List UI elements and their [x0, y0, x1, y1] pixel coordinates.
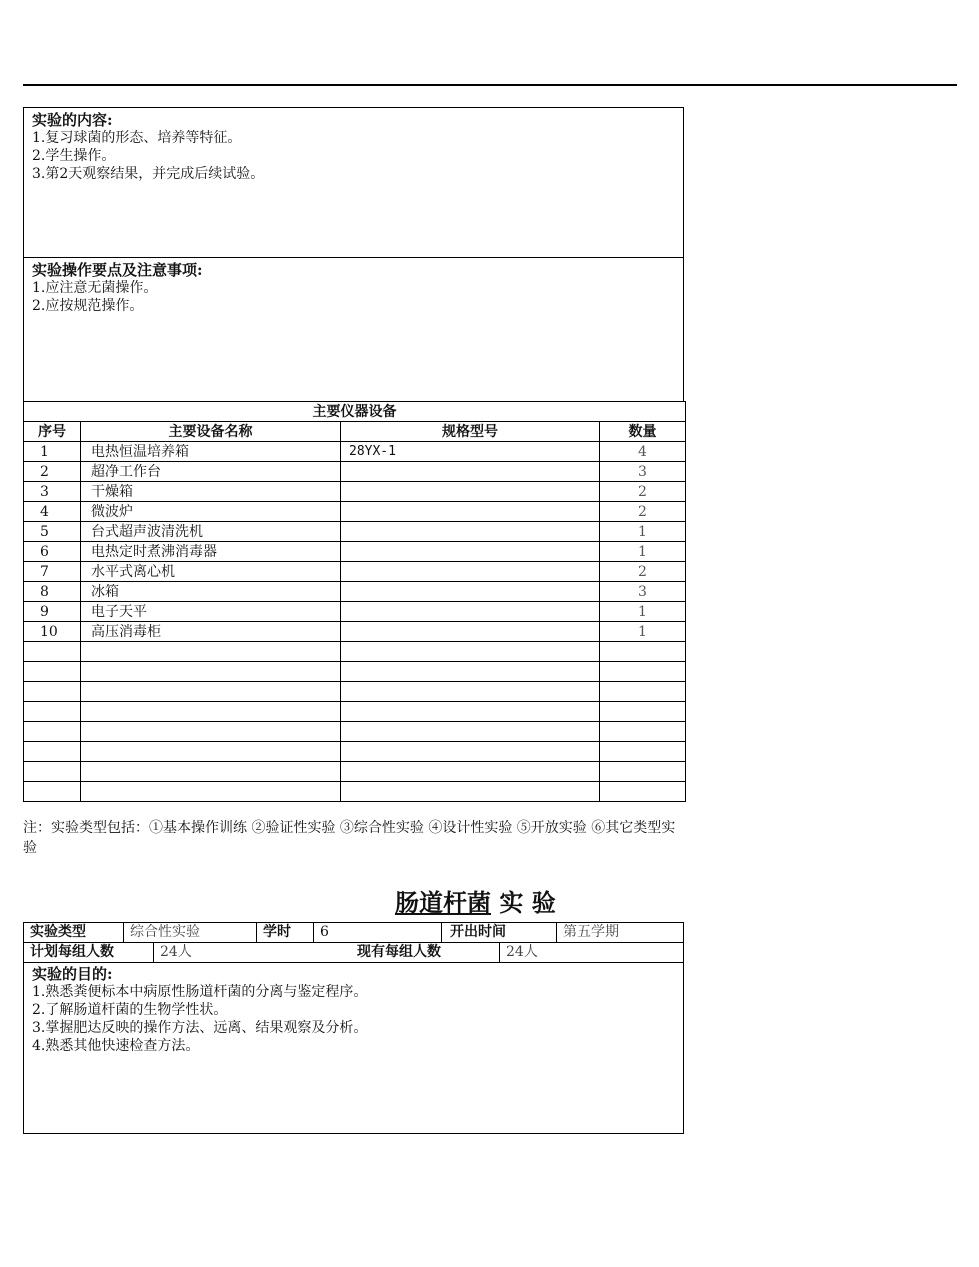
row-name: 干燥箱 [81, 482, 341, 502]
row-spec [341, 502, 600, 522]
equipment-row [24, 782, 686, 802]
row-qty: 2 [600, 482, 686, 502]
row-spec [341, 742, 600, 762]
row-qty [600, 682, 686, 702]
row-no: 3 [24, 482, 81, 502]
row-qty: 3 [600, 582, 686, 602]
row-no [24, 762, 81, 782]
equipment-row [24, 722, 686, 742]
equipment-row [24, 622, 686, 642]
type-value: 综合性实验 [123, 923, 256, 942]
row-qty: 1 [600, 622, 686, 642]
row-qty: 3 [600, 462, 686, 482]
row-name: 电子天平 [81, 602, 341, 622]
header-no: 序号 [24, 422, 81, 442]
equipment-row [24, 482, 686, 502]
row-qty [600, 722, 686, 742]
equipment-row [24, 542, 686, 562]
row-spec [341, 542, 600, 562]
row-no: 6 [24, 542, 81, 562]
row-spec [341, 482, 600, 502]
row-spec [341, 782, 600, 802]
row-qty [600, 742, 686, 762]
row-name [81, 782, 341, 802]
content-line: 1.复习球菌的形态、培养等特征。 [32, 130, 242, 146]
row-no [24, 782, 81, 802]
equipment-row [24, 742, 686, 762]
experiment-title-suffix: 实 验 [491, 888, 556, 917]
offer-value: 第五学期 [556, 923, 685, 942]
content-section [23, 107, 684, 258]
equipment-row [24, 582, 686, 602]
row-spec [341, 702, 600, 722]
row-name: 台式超声波清洗机 [81, 522, 341, 542]
row-spec [341, 762, 600, 782]
equipment-row [24, 642, 686, 662]
offer-label: 开出时间 [441, 923, 556, 942]
purpose-line: 4.熟悉其他快速检查方法。 [32, 1038, 200, 1054]
row-qty: 4 [600, 442, 686, 462]
equipment-row [24, 562, 686, 582]
notes-title: 实验操作要点及注意事项: [32, 261, 203, 279]
row-qty: 1 [600, 542, 686, 562]
equipment-row [24, 462, 686, 482]
hours-value: 6 [313, 923, 441, 942]
row-qty [600, 662, 686, 682]
row-spec [341, 722, 600, 742]
row-name: 微波炉 [81, 502, 341, 522]
row-spec [341, 662, 600, 682]
row-spec [341, 582, 600, 602]
current-label: 现有每组人数 [357, 944, 441, 960]
row-name [81, 762, 341, 782]
info-row-group [24, 943, 683, 963]
row-name: 冰箱 [81, 582, 341, 602]
row-no [24, 682, 81, 702]
purpose-section [24, 963, 683, 1133]
row-spec [341, 642, 600, 662]
experiment-title-name: 肠道杆菌 [395, 888, 491, 917]
row-no [24, 722, 81, 742]
row-no: 9 [24, 602, 81, 622]
row-name: 电热恒温培养箱 [81, 442, 341, 462]
row-qty: 1 [600, 522, 686, 542]
equipment-row [24, 702, 686, 722]
row-spec [341, 522, 600, 542]
hours-label: 学时 [256, 923, 313, 942]
row-no [24, 742, 81, 762]
row-name [81, 702, 341, 722]
row-qty [600, 702, 686, 722]
purpose-line: 3.掌握肥达反映的操作方法、远离、结果观察及分析。 [32, 1020, 368, 1036]
row-spec: 28YX-1 [341, 442, 600, 462]
row-no [24, 702, 81, 722]
notes-line: 2.应按规范操作。 [32, 298, 144, 314]
info-row-type [24, 923, 683, 943]
row-qty: 2 [600, 562, 686, 582]
row-name [81, 642, 341, 662]
row-no: 1 [24, 442, 81, 462]
equipment-caption: 主要仪器设备 [24, 402, 686, 422]
content-line: 2.学生操作。 [32, 148, 116, 164]
footnote: 注：实验类型包括：①基本操作训练 ②验证性实验 ③综合性实验 ④设计性实验 ⑤开放实验 ⑥其它类型实验 [23, 820, 676, 856]
row-qty [600, 642, 686, 662]
purpose-line: 2.了解肠道杆菌的生物学性状。 [32, 1002, 228, 1018]
equipment-row [24, 502, 686, 522]
header-spec: 规格型号 [341, 422, 600, 442]
equipment-row [24, 762, 686, 782]
experiment-title [395, 888, 556, 918]
experiment-info [23, 922, 684, 1134]
row-name: 电热定时煮沸消毒器 [81, 542, 341, 562]
row-no: 7 [24, 562, 81, 582]
equipment-row [24, 442, 686, 462]
row-name [81, 742, 341, 762]
row-name: 水平式离心机 [81, 562, 341, 582]
header-name: 主要设备名称 [81, 422, 341, 442]
row-qty: 2 [600, 502, 686, 522]
notes-section [23, 257, 684, 402]
equipment-row [24, 522, 686, 542]
row-no [24, 662, 81, 682]
purpose-line: 1.熟悉粪便标本中病原性肠道杆菌的分离与鉴定程序。 [32, 984, 368, 1000]
equipment-row [24, 602, 686, 622]
header-rule [23, 84, 957, 86]
equipment-row [24, 682, 686, 702]
row-spec [341, 682, 600, 702]
row-spec [341, 622, 600, 642]
current-value: 24人 [499, 943, 685, 962]
equipment-table [23, 401, 686, 802]
row-no: 2 [24, 462, 81, 482]
row-qty [600, 782, 686, 802]
row-spec [341, 562, 600, 582]
row-name [81, 722, 341, 742]
row-no: 5 [24, 522, 81, 542]
row-name [81, 682, 341, 702]
header-qty: 数量 [600, 422, 686, 442]
content-line: 3.第2天观察结果，并完成后续试验。 [32, 166, 265, 182]
row-no: 4 [24, 502, 81, 522]
notes-line: 1.应注意无菌操作。 [32, 280, 158, 296]
row-qty: 1 [600, 602, 686, 622]
row-spec [341, 602, 600, 622]
row-name: 超净工作台 [81, 462, 341, 482]
row-spec [341, 462, 600, 482]
type-label: 实验类型 [30, 924, 86, 940]
plan-value: 24人 [153, 943, 499, 962]
row-name [81, 662, 341, 682]
plan-label: 计划每组人数 [30, 944, 114, 960]
row-name: 高压消毒柜 [81, 622, 341, 642]
row-no: 8 [24, 582, 81, 602]
row-no [24, 642, 81, 662]
purpose-title: 实验的目的: [32, 965, 113, 983]
row-qty [600, 762, 686, 782]
row-no: 10 [24, 622, 81, 642]
equipment-row [24, 662, 686, 682]
content-title: 实验的内容: [32, 111, 113, 129]
